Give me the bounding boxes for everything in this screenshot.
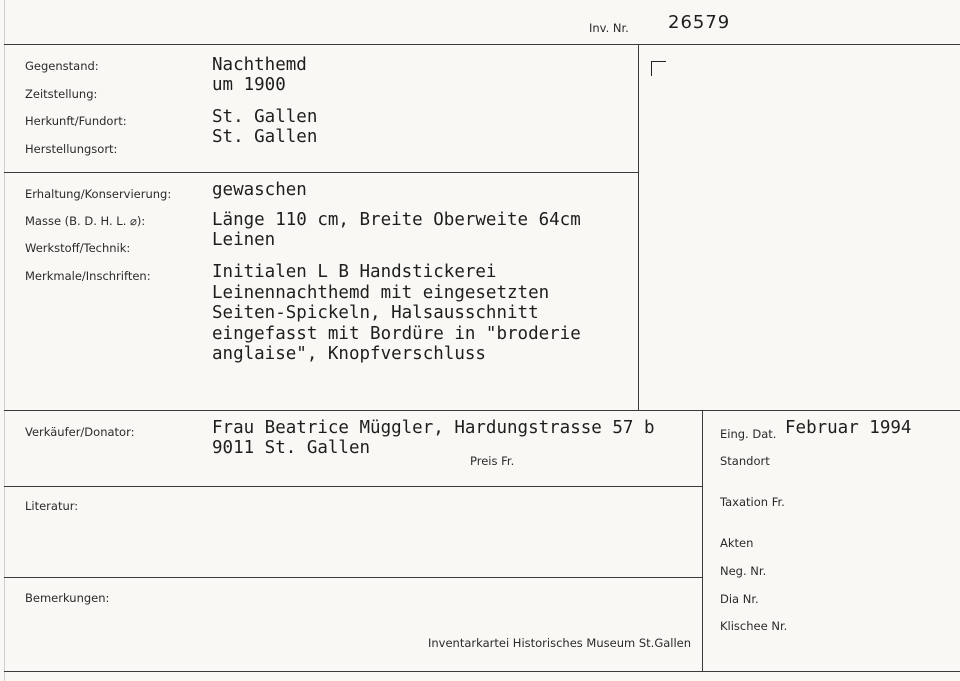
herstellungsort-label: Herstellungsort: xyxy=(25,142,118,156)
neg-nr-label: Neg. Nr. xyxy=(720,564,767,578)
merkmale-line: Initialen L B Handstickerei xyxy=(212,262,497,282)
literatur-label: Literatur: xyxy=(25,499,79,513)
card-left-edge xyxy=(4,0,5,681)
gegenstand-label: Gegenstand: xyxy=(25,59,99,73)
erhaltung-label: Erhaltung/Konservierung: xyxy=(25,187,172,201)
rule-photo-divider xyxy=(638,44,639,410)
werkstoff-label: Werkstoff/Technik: xyxy=(25,241,131,255)
klischee-nr-label: Klischee Nr. xyxy=(720,619,788,633)
dia-nr-label: Dia Nr. xyxy=(720,592,759,606)
merkmale-line: anglaise", Knopfverschluss xyxy=(212,344,486,364)
rule-section-3 xyxy=(4,486,702,487)
preis-label: Preis Fr. xyxy=(470,454,515,468)
masse-value: Länge 110 cm, Breite Oberweite 64cm xyxy=(212,210,581,230)
herkunft-value: St. Gallen xyxy=(212,107,318,127)
merkmale-line: Leinennachthemd mit eingesetzten xyxy=(212,282,550,303)
rule-side-divider xyxy=(702,410,703,671)
inv-nr-value: 26579 xyxy=(668,12,731,33)
rule-section-2 xyxy=(4,410,960,411)
erhaltung-value: gewaschen xyxy=(212,180,307,200)
merkmale-label: Merkmale/Inschriften: xyxy=(25,269,151,283)
merkmale-line: Seiten-Spickeln, Halsausschnitt xyxy=(212,303,539,323)
gegenstand-value: Nachthemd xyxy=(212,55,307,75)
rule-section-1 xyxy=(4,172,638,173)
rule-section-4 xyxy=(4,577,702,578)
merkmale-line: eingefasst mit Bordüre in "broderie xyxy=(212,323,581,344)
taxation-label: Taxation Fr. xyxy=(720,495,785,509)
photo-corner-mark xyxy=(651,61,666,76)
standort-label: Standort xyxy=(720,454,770,468)
rule-bottom xyxy=(4,671,960,672)
werkstoff-value: Leinen xyxy=(212,230,276,250)
masse-label: Masse (B. D. H. L. ⌀): xyxy=(25,214,146,228)
verkaeufer-label: Verkäufer/Donator: xyxy=(25,425,135,439)
bemerkungen-label: Bemerkungen: xyxy=(25,591,110,605)
footer-imprint: Inventarkartei Historisches Museum St.Gallen xyxy=(428,636,692,650)
herstellungsort-value: St. Gallen xyxy=(212,127,318,147)
akten-label: Akten xyxy=(720,536,754,550)
eing-dat-label: Eing. Dat. xyxy=(720,427,777,441)
verkaeufer-line: Frau Beatrice Müggler, Hardungstrasse 57 b xyxy=(212,418,655,438)
eing-dat-value: Februar 1994 xyxy=(785,418,912,438)
zeitstellung-value: um 1900 xyxy=(212,75,286,95)
zeitstellung-label: Zeitstellung: xyxy=(25,87,98,101)
inv-nr-label: Inv. Nr. xyxy=(589,21,629,35)
verkaeufer-line: 9011 St. Gallen xyxy=(212,438,371,458)
rule-top xyxy=(4,44,960,45)
herkunft-label: Herkunft/Fundort: xyxy=(25,114,127,128)
